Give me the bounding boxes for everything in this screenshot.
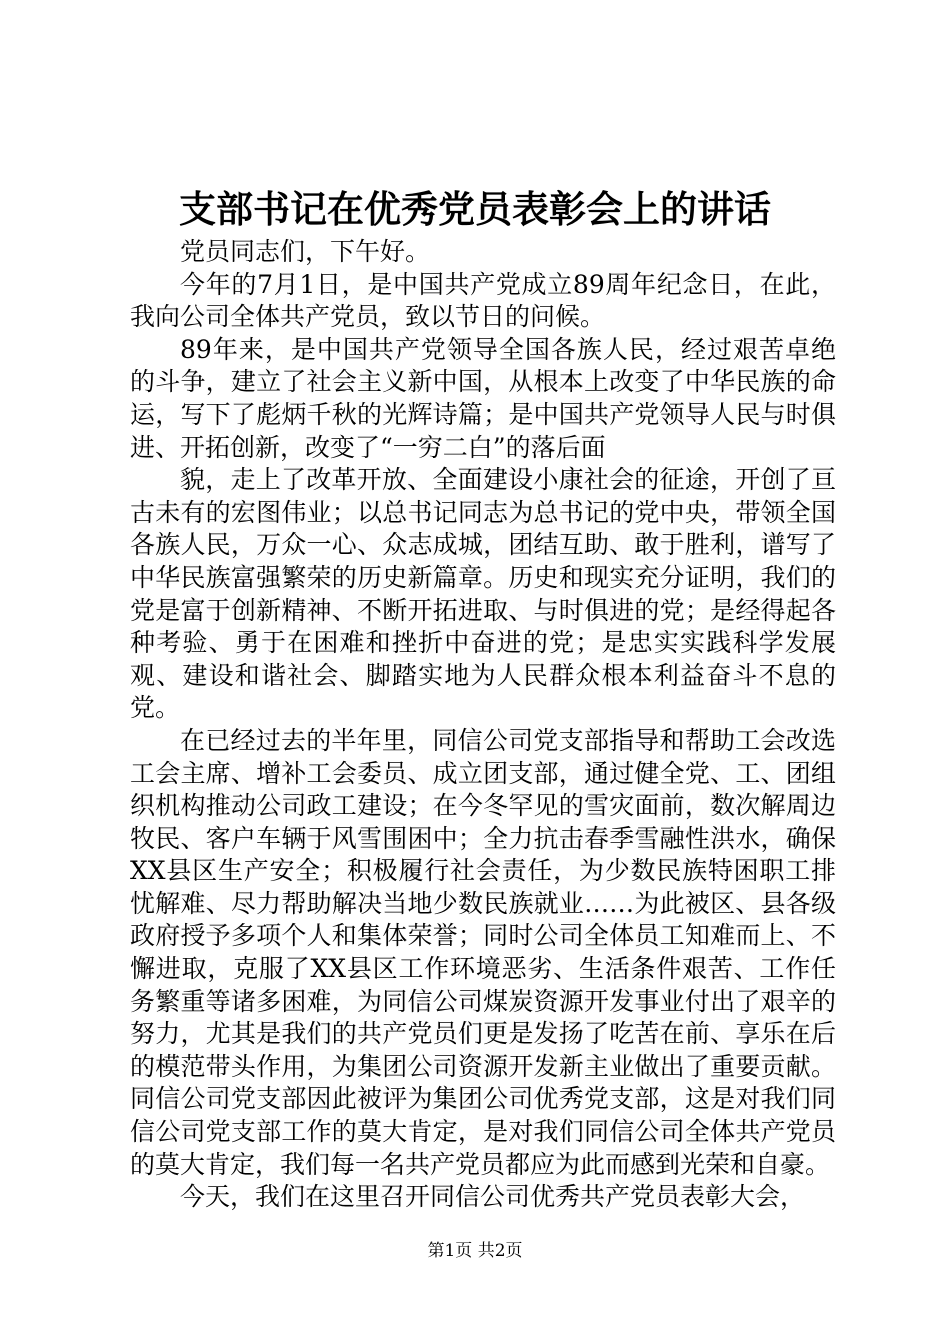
page-number-footer: 第1页 共2页 <box>427 1241 523 1261</box>
paragraph-greeting: 党员同志们，下午好。 <box>180 237 431 266</box>
document-body <box>130 236 836 1214</box>
paragraph-history: 89年来，是中国共产党领导全国各族人民，经过艰苦卓绝的斗争，建立了社会主义新中国，从根本上改变了中华民族的命运，写下了彪炳千秋的光辉诗篇；是中国共产党领导人民与时俱进、开拓创新，改变了“一穷二白”的落后面 <box>130 334 836 462</box>
paragraph-today: 今天，我们在这里召开同信公司优秀共产党员表彰大会， <box>180 1182 806 1212</box>
paragraph-anniversary: 今年的7月1日，是中国共产党成立89周年纪念日，在此，我向公司全体共产党员，致以节日的问候。 <box>130 269 836 332</box>
paragraph-achievements: 貌，走上了改革开放、全面建设小康社会的征途，开创了亘古未有的宏图伟业；以总书记同志为总书记的党中央，带领全国各族人民，万众一心、众志成城，团结互助、敢于胜利，谱写了中华民族富强繁荣的历史新篇章。历史和现实充分证明，我们的党是富于创新精神、不断开拓进取、与时俱进的党；是经得起各种考验、勇于在困难和挫折中奋进的党；是忠实实践科学发展观、建设和谐社会、脚踏实地为人民群众根本利益奋斗不息的党。 <box>130 465 836 723</box>
document-title: 支部书记在优秀党员表彰会上的讲话 <box>179 187 771 231</box>
paragraph-branch-work: 在已经过去的半年里，同信公司党支部指导和帮助工会改选工会主席、增补工会委员、成立团支部，通过健全党、工、团组织机构推动公司政工建设；在今冬罕见的雪灾面前，数次解周边牧民、客户车辆于风雪围困中；全力抗击春季雪融性洪水，确保XX县区生产安全；积极履行社会责任，为少数民族特困职工排忧解难、尽力帮助解决当地少数民族就业……为此被区、县各级政府授予多项个人和集体荣誉；同时公司全体员工知难而上、不懈进取，克服了XX县区工作环境恶劣、生活条件艰苦、工作任务繁重等诸多困难，为同信公司煤炭资源开发事业付出了艰辛的努力，尤其是我们的共产党员们更是发扬了吃苦在前、享乐在后的模范带头作用，为集团公司资源开发新主业做出了重要贡献。同信公司党支部因此被评为集团公司优秀党支部，这是对我们同信公司党支部工作的莫大肯定，是对我们同信公司全体共产党员的莫大肯定，我们每一名共产党员都应为此而感到光荣和自豪。 <box>130 725 836 1179</box>
